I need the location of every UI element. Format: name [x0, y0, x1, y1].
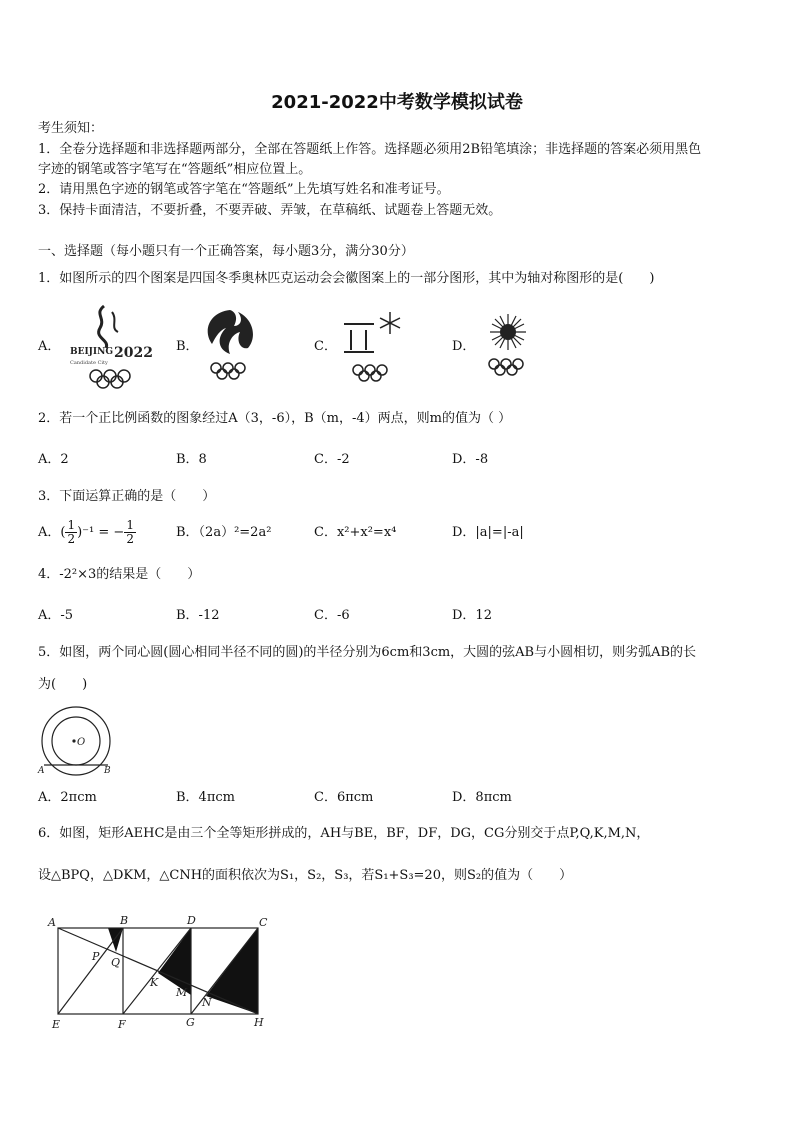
q6-stem-line1: 6．如图，矩形AEHC是由三个全等矩形拼成的，AH与BE，BF，DF，DG，CG分别交于点P,Q,K,M,N， — [38, 826, 650, 841]
q4-option-b[interactable]: B．-12 — [176, 608, 220, 623]
q6-label-h: H — [254, 1016, 264, 1029]
page-title: 2021-2022中考数学模拟试卷 — [271, 92, 523, 113]
q3-stem: 3．下面运算正确的是（ ） — [38, 489, 216, 504]
q1-option-b-label[interactable]: B． — [176, 339, 199, 354]
q1-option-a-label[interactable]: A． — [38, 339, 61, 354]
q3-a-fraction: $\frac{1}{2}$ — [67, 518, 76, 546]
q6-stem-line2: 设△BPQ，△DKM，△CNH的面积依次为S₁，S₂，S₃，若S₁+S₃=20，则S₂的值为（ ） — [38, 868, 573, 883]
q6-label-g: G — [186, 1016, 195, 1029]
logo-a-city: BEIJING — [70, 347, 114, 357]
q2-stem: 2．若一个正比例函数的图象经过A（3，-6），B（m，-4）两点，则m的值为（ ） — [38, 411, 512, 426]
q5-option-c[interactable]: C．6πcm — [314, 790, 374, 805]
q6-label-n: N — [202, 996, 212, 1009]
q3-a-rhs-fraction: $\frac{1}{2}$ — [126, 518, 134, 546]
q5-option-b[interactable]: B．4πcm — [176, 790, 235, 805]
q6-label-e: E — [52, 1018, 61, 1031]
q2-option-a[interactable]: A．2 — [38, 452, 69, 467]
q5-concentric-circles-figure — [34, 703, 118, 779]
q3-option-a[interactable]: A．( $\frac{1}{2}$ )⁻¹ = − $\frac{1}{2}$ — [38, 518, 134, 546]
q2-option-b[interactable]: B．8 — [176, 452, 207, 467]
q6-rectangle-figure — [40, 908, 280, 1036]
q6-label-a: A — [48, 916, 56, 929]
q5-stem-line1: 5．如图，两个同心圆(圆心相同半径不同的圆)的半径分别为6cm和3cm，大圆的弦AB与小圆相切，则劣弧AB的长 — [38, 645, 697, 660]
q3-option-b[interactable]: B．（2a）²=2a² — [176, 525, 272, 540]
q6-label-f: F — [118, 1018, 126, 1031]
q4-option-d[interactable]: D．12 — [452, 608, 492, 623]
q6-label-q: Q — [111, 956, 121, 969]
q1-option-c-label[interactable]: C． — [314, 339, 337, 354]
q6-label-b: B — [120, 914, 129, 927]
q5-option-a[interactable]: A．2πcm — [38, 790, 97, 805]
logo-a-image — [66, 300, 162, 390]
logo-a-sub: Candidate City — [70, 360, 108, 366]
logo-a-year: 2022 — [114, 345, 153, 361]
q4-option-c[interactable]: C．-6 — [314, 608, 350, 623]
q5-label-b: B — [104, 766, 111, 776]
notice-heading: 考生须知： — [38, 121, 104, 136]
logo-b-image — [196, 306, 266, 382]
q2-option-d[interactable]: D．-8 — [452, 452, 489, 467]
q4-stem: 4．-2²×3的结果是（ ） — [38, 567, 201, 582]
q1-stem: 1．如图所示的四个图案是四国冬季奥林匹克运动会会徽图案上的一部分图形，其中为轴对称图形的是( ) — [38, 271, 655, 286]
notice-line-2: 字迹的钢笔或答字笔写在“答题纸”相应位置上。 — [38, 162, 312, 177]
logo-d-image — [474, 310, 544, 382]
q3-option-c[interactable]: C．x²+x²=x⁴ — [314, 525, 397, 540]
notice-line-4: 3．保持卡面清洁，不要折叠，不要弄破、弄皱，在草稿纸、试题卷上答题无效。 — [38, 203, 502, 218]
q4-option-a[interactable]: A．-5 — [38, 608, 74, 623]
q5-option-d[interactable]: D．8πcm — [452, 790, 512, 805]
section-heading: 一、选择题（每小题只有一个正确答案，每小题3分，满分30分） — [38, 244, 414, 259]
q6-label-d: D — [187, 914, 196, 927]
q3-option-a-label: A． — [38, 525, 61, 540]
q5-label-a: A — [38, 766, 45, 776]
q1-option-d-label[interactable]: D． — [452, 339, 476, 354]
q6-label-p: P — [92, 950, 100, 963]
q5-stem-line2: 为( ) — [38, 677, 88, 692]
q5-label-o: O — [77, 737, 86, 748]
notice-line-3: 2．请用黑色字迹的钢笔或答字笔在“答题纸”上先填写姓名和准考证号。 — [38, 182, 450, 197]
q6-label-c: C — [259, 916, 268, 929]
q6-label-m: M — [176, 986, 188, 999]
logo-c-image — [336, 310, 406, 386]
q6-label-k: K — [150, 976, 159, 989]
notice-line-1: 1．全卷分选择题和非选择题两部分，全部在答题纸上作答。选择题必须用2B铅笔填涂；非选择题的答案必须用黑色 — [38, 142, 702, 157]
q2-option-c[interactable]: C．-2 — [314, 452, 350, 467]
q3-option-d[interactable]: D．|a|=|-a| — [452, 525, 524, 540]
